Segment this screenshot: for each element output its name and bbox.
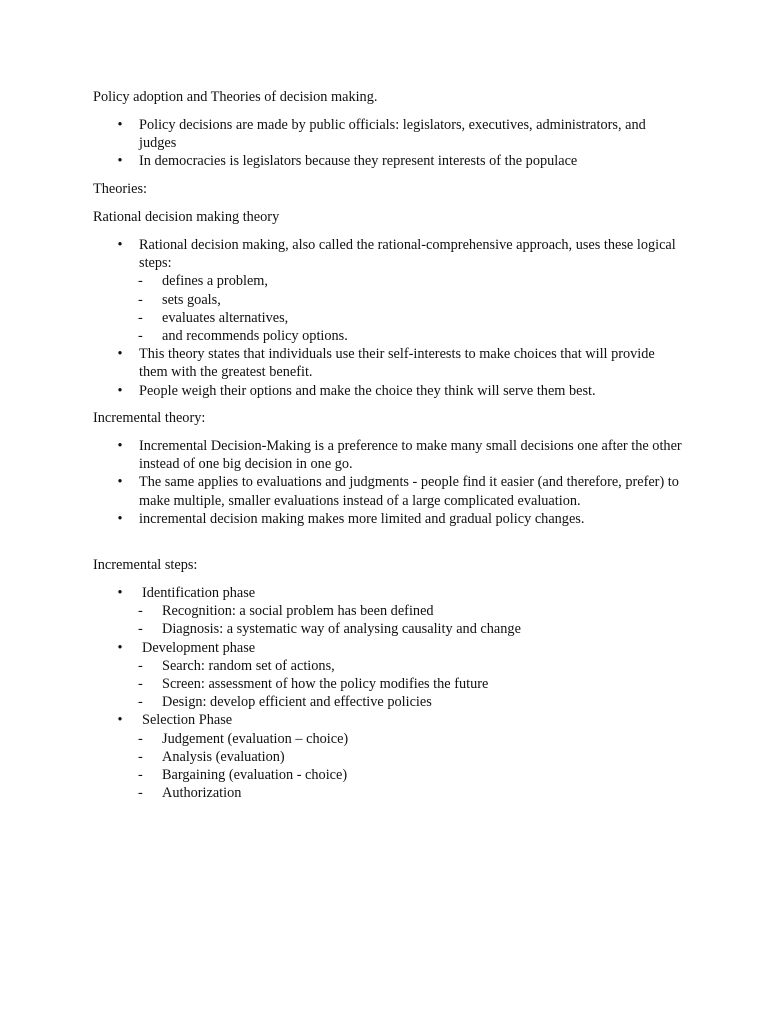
list-item xyxy=(0,473,684,509)
bullet-icon: • xyxy=(117,382,123,399)
bullet-icon: • xyxy=(117,510,123,527)
sub-list-item-text: Diagnosis: a systematic way of analysing causality and change xyxy=(162,621,521,638)
list-item xyxy=(0,116,684,152)
list-item xyxy=(0,236,684,272)
list-item xyxy=(0,584,687,602)
dash-icon: - xyxy=(138,603,143,620)
list-item xyxy=(0,639,687,657)
sub-list-item xyxy=(0,693,682,711)
dash-icon: - xyxy=(138,730,143,747)
list-item-text: Rational decision making, also called the rational-comprehensive approach, uses these logical steps: xyxy=(139,237,676,272)
dash-icon: - xyxy=(138,767,143,784)
sub-list-item-text: Screen: assessment of how the policy modifies the future xyxy=(162,676,489,693)
bullet-icon: • xyxy=(117,346,123,363)
sub-list-item-text: Analysis (evaluation) xyxy=(162,748,285,765)
dash-icon: - xyxy=(138,291,143,308)
sub-list-item xyxy=(0,730,682,748)
list-item-text: Selection Phase xyxy=(142,712,233,729)
sub-list-item xyxy=(0,291,682,309)
sub-list-item-text: Search: random set of actions, xyxy=(162,657,335,674)
list-item-text: The same applies to evaluations and judgments - people find it easier (and therefore, prefer) to make multiple, smaller evaluations instead of a large complicated evaluation. xyxy=(139,474,679,509)
sub-list-item-text: Authorization xyxy=(162,785,242,802)
list-item xyxy=(0,711,687,729)
sub-list-item xyxy=(0,620,682,638)
list-item xyxy=(0,345,684,381)
dash-icon: - xyxy=(138,748,143,765)
list-item-text: Policy decisions are made by public officials: legislators, executives, administrators, and judges xyxy=(139,117,646,152)
list-item-text: Identification phase xyxy=(142,585,256,601)
list-item-text: Development phase xyxy=(142,639,256,656)
sub-list-item-text: Bargaining (evaluation - choice) xyxy=(162,767,348,784)
rational-bullet-list xyxy=(0,236,768,400)
sub-list-item xyxy=(0,657,682,675)
dash-icon: - xyxy=(138,657,143,674)
incremental-bullet-list xyxy=(0,437,768,528)
dash-icon: - xyxy=(138,621,143,638)
list-item xyxy=(0,152,684,170)
list-item xyxy=(0,437,684,473)
bullet-icon: • xyxy=(117,117,123,133)
sub-list-item xyxy=(0,766,682,784)
dash-icon: - xyxy=(138,785,143,802)
sub-list-item-text: and recommends policy options. xyxy=(162,328,348,345)
intro-bullet-list xyxy=(0,116,768,171)
bullet-icon: • xyxy=(117,712,123,729)
sub-list-item xyxy=(0,675,682,693)
list-item-text: In democracies is legislators because they represent interests of the populace xyxy=(139,153,578,170)
sub-list-item xyxy=(0,309,682,327)
bullet-icon: • xyxy=(117,438,123,454)
theories-label: Theories: xyxy=(93,181,147,197)
sub-list-item-text: Judgement (evaluation – choice) xyxy=(162,730,349,747)
sub-list-item-text: defines a problem, xyxy=(162,273,268,290)
list-item-text: This theory states that individuals use their self-interests to make choices that will provide them with the greatest benefit. xyxy=(139,346,655,381)
bullet-icon: • xyxy=(117,153,123,170)
bullet-icon: • xyxy=(117,639,123,656)
dash-icon: - xyxy=(138,694,143,711)
sub-list-item xyxy=(0,784,682,802)
sub-list-item xyxy=(0,602,682,620)
bullet-icon: • xyxy=(117,237,123,253)
sub-list-item-text: evaluates alternatives, xyxy=(162,309,289,326)
bullet-icon: • xyxy=(117,585,123,601)
dash-icon: - xyxy=(138,273,143,290)
dash-icon: - xyxy=(138,676,143,693)
dash-icon: - xyxy=(138,309,143,326)
sub-list-item-text: Recognition: a social problem has been defined xyxy=(162,603,434,620)
list-item-text: People weigh their options and make the choice they think will serve them best. xyxy=(139,382,596,399)
list-item xyxy=(0,382,684,400)
sub-list-item xyxy=(0,748,682,766)
bullet-icon: • xyxy=(117,474,123,491)
sub-list-item-text: Design: develop efficient and effective policies xyxy=(162,694,432,711)
incremental-steps-title: Incremental steps: xyxy=(93,557,198,573)
incremental-theory-title: Incremental theory: xyxy=(93,410,206,426)
dash-icon: - xyxy=(138,328,143,345)
page-title: Policy adoption and Theories of decision making. xyxy=(93,89,378,105)
sub-list-item xyxy=(0,272,682,290)
list-item-text: Incremental Decision-Making is a preference to make many small decisions one after the other instead of one big decision in one go. xyxy=(139,438,682,473)
rational-theory-title: Rational decision making theory xyxy=(93,209,280,225)
list-item-text: incremental decision making makes more limited and gradual policy changes. xyxy=(139,510,585,527)
sub-list-item xyxy=(0,327,682,345)
list-item xyxy=(0,510,684,528)
sub-list-item-text: sets goals, xyxy=(162,291,221,308)
incremental-steps-list xyxy=(0,584,768,802)
